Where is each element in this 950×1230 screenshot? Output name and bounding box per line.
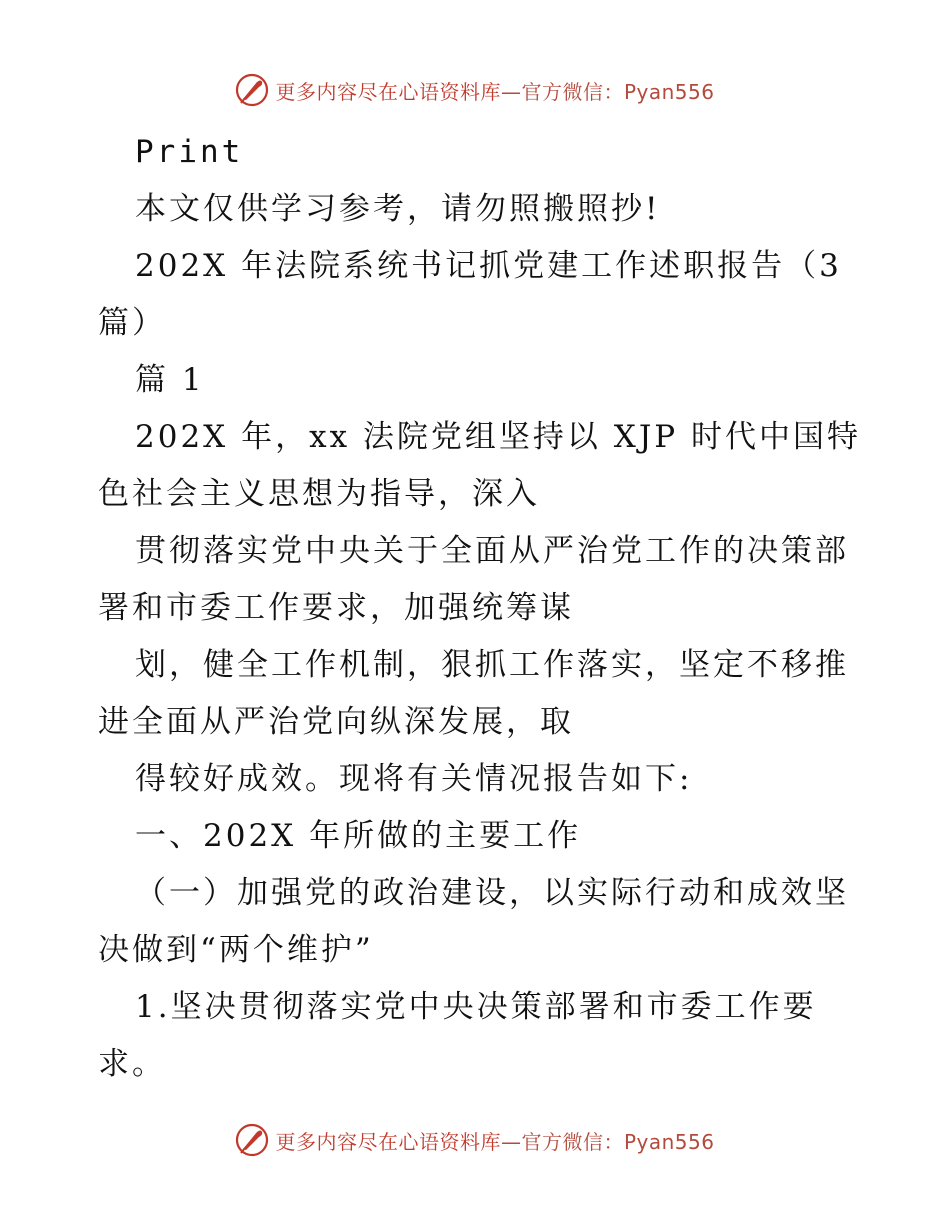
paragraph-line: 色社会主义思想为指导，深入 bbox=[98, 476, 540, 512]
paragraph-line: 进全面从严治党向纵深发展，取 bbox=[98, 704, 574, 740]
paragraph-line: 署和市委工作要求，加强统筹谋 bbox=[98, 590, 574, 626]
subsection-heading: 一、202X 年所做的主要工作 bbox=[135, 818, 582, 854]
numbered-item: 1.坚决贯彻落实党中央决策部署和市委工作要 bbox=[135, 989, 817, 1025]
subsection-heading: （一）加强党的政治建设，以实际行动和成效坚 bbox=[135, 875, 849, 911]
document-body bbox=[98, 124, 861, 1093]
watermark-header bbox=[0, 70, 950, 110]
numbered-item: 求。 bbox=[98, 1046, 166, 1082]
subsection-heading: 决做到“两个维护” bbox=[98, 932, 374, 968]
paragraph-line: 划，健全工作机制，狠抓工作落实，坚定不移推 bbox=[135, 647, 849, 683]
watermark-footer bbox=[0, 1120, 950, 1160]
document-title-line-1: 202X 年法院系统书记抓党建工作述职报告（3 bbox=[135, 248, 842, 284]
paragraph-line: 202X 年，xx 法院党组坚持以 XJP 时代中国特 bbox=[135, 419, 861, 455]
document-title-line-2: 篇） bbox=[98, 305, 166, 341]
section-heading: 篇 1 bbox=[135, 362, 205, 398]
quill-pen-logo-icon bbox=[235, 1123, 269, 1157]
print-label: Print bbox=[135, 134, 244, 170]
paragraph-line: 贯彻落实党中央关于全面从严治党工作的决策部 bbox=[135, 533, 849, 569]
paragraph-line: 得较好成效。现将有关情况报告如下: bbox=[135, 761, 693, 797]
disclaimer-line: 本文仅供学习参考，请勿照搬照抄! bbox=[135, 191, 661, 227]
watermark-text: 更多内容尽在心语资料库—官方微信：Pyan556 bbox=[275, 79, 715, 104]
quill-pen-logo-icon bbox=[235, 73, 269, 107]
watermark-text: 更多内容尽在心语资料库—官方微信：Pyan556 bbox=[275, 1129, 715, 1154]
